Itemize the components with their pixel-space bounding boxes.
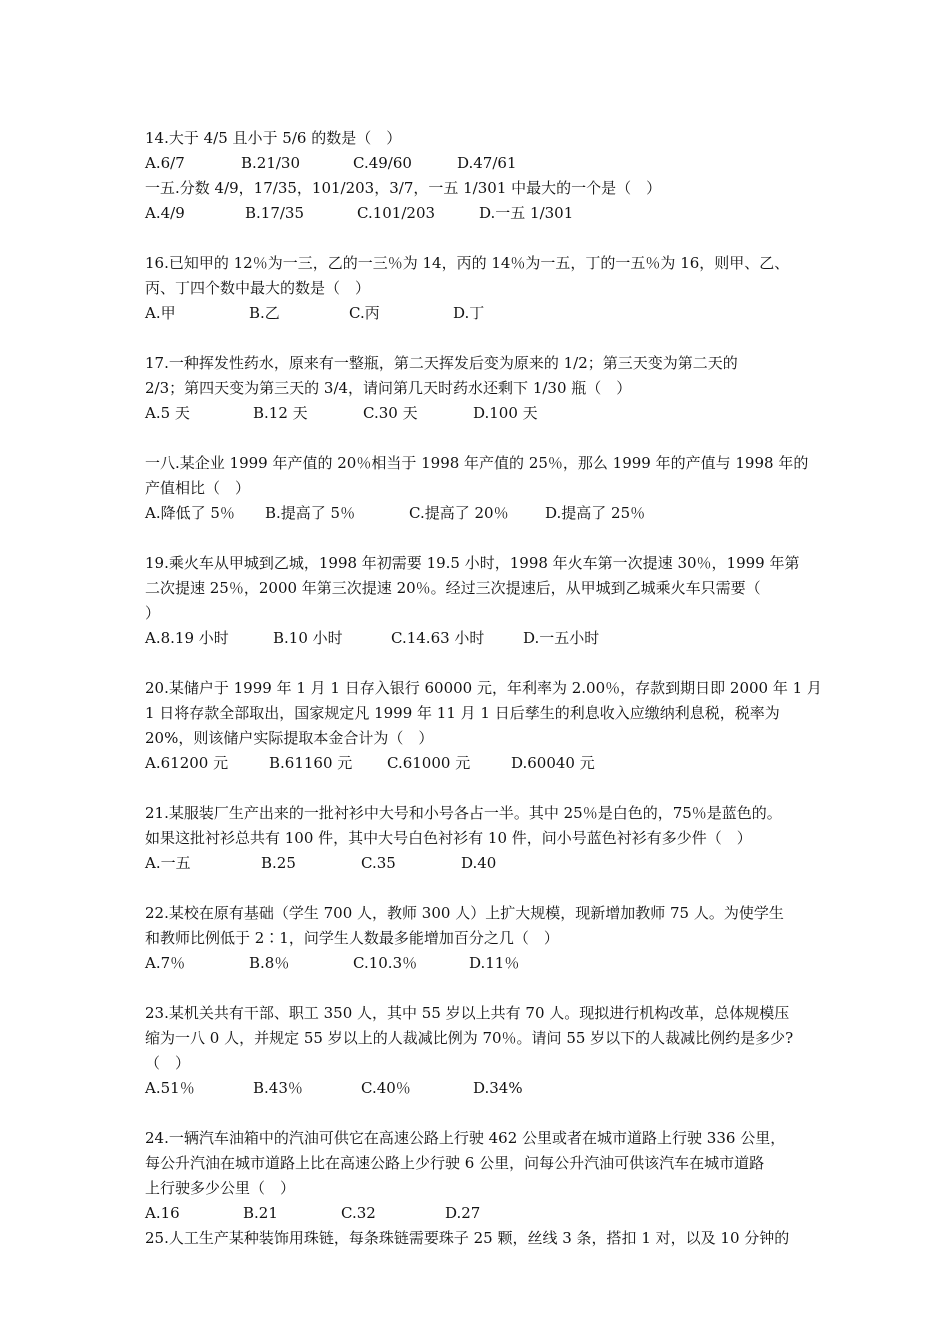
answer-option: D.一五 1/301 <box>479 204 574 222</box>
answer-option: C.14.63 小时 <box>391 629 485 647</box>
answer-option: C.丙 <box>349 304 380 322</box>
question-block <box>145 1001 845 1101</box>
answer-option: A.降低了 5％ <box>145 504 235 522</box>
question-block <box>145 251 845 326</box>
question-text-line: 20%，则该储户实际提取本金合计为（ ） <box>145 729 434 747</box>
answer-options <box>145 851 845 876</box>
question-block <box>145 551 845 651</box>
question-text-line: 如果这批衬衫总共有 100 件，其中大号白色衬衫有 10 件，问小号蓝色衬衫有多少件（ ） <box>145 829 752 847</box>
question-block <box>145 901 845 976</box>
answer-option: A.一五 <box>145 854 191 872</box>
question-text-line: 20.某储户于 1999 年 1 月 1 日存入银行 60000 元，年利率为 2.00％，存款到期日即 2000 年 1 月 <box>145 679 822 697</box>
answer-option: C.49/60 <box>353 154 412 172</box>
question-block <box>145 451 845 526</box>
answer-option: D.47/61 <box>457 154 517 172</box>
question-text-line: 上行驶多少公里（ ） <box>145 1179 296 1197</box>
answer-option: A.4/9 <box>145 204 185 222</box>
answer-option: C.30 天 <box>363 404 418 422</box>
answer-options <box>145 401 845 426</box>
answer-options <box>145 1076 845 1101</box>
answer-option: B.12 天 <box>253 404 308 422</box>
answer-option: B.乙 <box>249 304 280 322</box>
answer-options <box>145 951 845 976</box>
question-block <box>145 1226 845 1251</box>
document-page <box>145 126 845 1251</box>
answer-option: D.34% <box>473 1079 523 1097</box>
answer-options <box>145 151 845 176</box>
answer-option: B.10 小时 <box>273 629 343 647</box>
answer-option: C.61000 元 <box>387 754 471 772</box>
answer-option: A.甲 <box>145 304 176 322</box>
question-text-line: 19.乘火车从甲城到乙城，1998 年初需要 19.5 小时，1998 年火车第一次提速 30％，1999 年第 <box>145 554 800 572</box>
answer-option: D.100 天 <box>473 404 538 422</box>
answer-options <box>145 1201 845 1226</box>
question-block <box>145 801 845 876</box>
question-text-line: 23.某机关共有干部、职工 350 人，其中 55 岁以上共有 70 人。现拟进行机构改革，总体规模压 <box>145 1004 790 1022</box>
answer-option: D.40 <box>461 854 497 872</box>
question-text-line: 缩为一八 0 人，并规定 55 岁以上的人裁减比例为 70％。请问 55 岁以下的人裁减比例约是多少? <box>145 1029 794 1047</box>
answer-option: C.101/203 <box>357 204 436 222</box>
answer-options <box>145 626 845 651</box>
answer-option: D.27 <box>445 1204 481 1222</box>
answer-option: B.25 <box>261 854 296 872</box>
question-text-line: 2/3；第四天变为第三天的 3/4，请问第几天时药水还剩下 1/30 瓶（ ） <box>145 379 632 397</box>
answer-option: A.8.19 小时 <box>145 629 229 647</box>
answer-option: B.21/30 <box>241 154 301 172</box>
answer-options <box>145 751 845 776</box>
question-text-line: ） <box>145 604 161 622</box>
answer-option: D.一五小时 <box>523 629 600 647</box>
question-block <box>145 1126 845 1226</box>
question-text-line: 一五.分数 4/9，17/35，101/203，3/7，一五 1/301 中最大的一个是（ ） <box>145 179 662 197</box>
answer-option: B.17/35 <box>245 204 305 222</box>
answer-options <box>145 501 845 526</box>
answer-option: A.16 <box>145 1204 180 1222</box>
question-text-line: 二次提速 25％，2000 年第三次提速 20％。经过三次提速后，从甲城到乙城乘火车只需要（ <box>145 579 761 597</box>
answer-option: C.10.3％ <box>353 954 418 972</box>
question-block <box>145 676 845 776</box>
answer-option: A.6/7 <box>145 154 185 172</box>
answer-option: D.60040 元 <box>511 754 595 772</box>
question-text-line: 一八.某企业 1999 年产值的 20％相当于 1998 年产值的 25％，那么 1999 年的产值与 1998 年的 <box>145 454 809 472</box>
answer-option: B.43％ <box>253 1079 303 1097</box>
answer-option: C.32 <box>341 1204 376 1222</box>
answer-option: D.11％ <box>469 954 520 972</box>
question-text-line: 21.某服装厂生产出来的一批衬衫中大号和小号各占一半。其中 25％是白色的，75％是蓝色的。 <box>145 804 782 822</box>
answer-option: B.提高了 5％ <box>265 504 356 522</box>
question-text-line: 24.一辆汽车油箱中的汽油可供它在高速公路上行驶 462 公里或者在城市道路上行驶 336 公里， <box>145 1129 786 1147</box>
answer-option: C.40％ <box>361 1079 411 1097</box>
answer-options <box>145 201 845 226</box>
question-block <box>145 126 845 176</box>
question-block <box>145 351 845 426</box>
question-text-line: 14.大于 4/5 且小于 5/6 的数是（ ） <box>145 129 402 147</box>
answer-option: A.51％ <box>145 1079 195 1097</box>
answer-options <box>145 301 845 326</box>
question-text-line: 产值相比（ ） <box>145 479 251 497</box>
answer-option: A.5 天 <box>145 404 190 422</box>
question-text-line: 每公升汽油在城市道路上比在高速公路上少行驶 6 公里，问每公升汽油可供该汽车在城市道路 <box>145 1154 765 1172</box>
answer-option: D.丁 <box>453 304 485 322</box>
answer-option: C.提高了 20％ <box>409 504 509 522</box>
question-block <box>145 176 845 226</box>
question-text-line: 16.已知甲的 12％为一三，乙的一三％为 14，丙的 14％为一五，丁的一五％为 16，则甲、乙、 <box>145 254 790 272</box>
question-text-line: 22.某校在原有基础（学生 700 人，教师 300 人）上扩大规模，现新增加教师 75 人。为使学生 <box>145 904 784 922</box>
answer-option: A.61200 元 <box>145 754 229 772</box>
answer-option: D.提高了 25％ <box>545 504 646 522</box>
answer-option: C.35 <box>361 854 396 872</box>
answer-option: B.21 <box>243 1204 278 1222</box>
answer-option: B.61160 元 <box>269 754 353 772</box>
question-text-line: 和教师比例低于 2∶1，问学生人数最多能增加百分之几（ ） <box>145 929 559 947</box>
question-text-line: 丙、丁四个数中最大的数是（ ） <box>145 279 371 297</box>
answer-option: B.8％ <box>249 954 290 972</box>
question-text-line: 25.人工生产某种装饰用珠链，每条珠链需要珠子 25 颗，丝线 3 条，搭扣 1 对，以及 10 分钟的 <box>145 1229 790 1247</box>
question-text-line: 1 日将存款全部取出，国家规定凡 1999 年 11 月 1 日后孳生的利息收入应缴纳利息税，税率为 <box>145 704 780 722</box>
answer-option: A.7％ <box>145 954 186 972</box>
question-text-line: 17.一种挥发性药水，原来有一整瓶，第二天挥发后变为原来的 1/2；第三天变为第二天的 <box>145 354 738 372</box>
question-text-line: （ ） <box>145 1054 191 1072</box>
